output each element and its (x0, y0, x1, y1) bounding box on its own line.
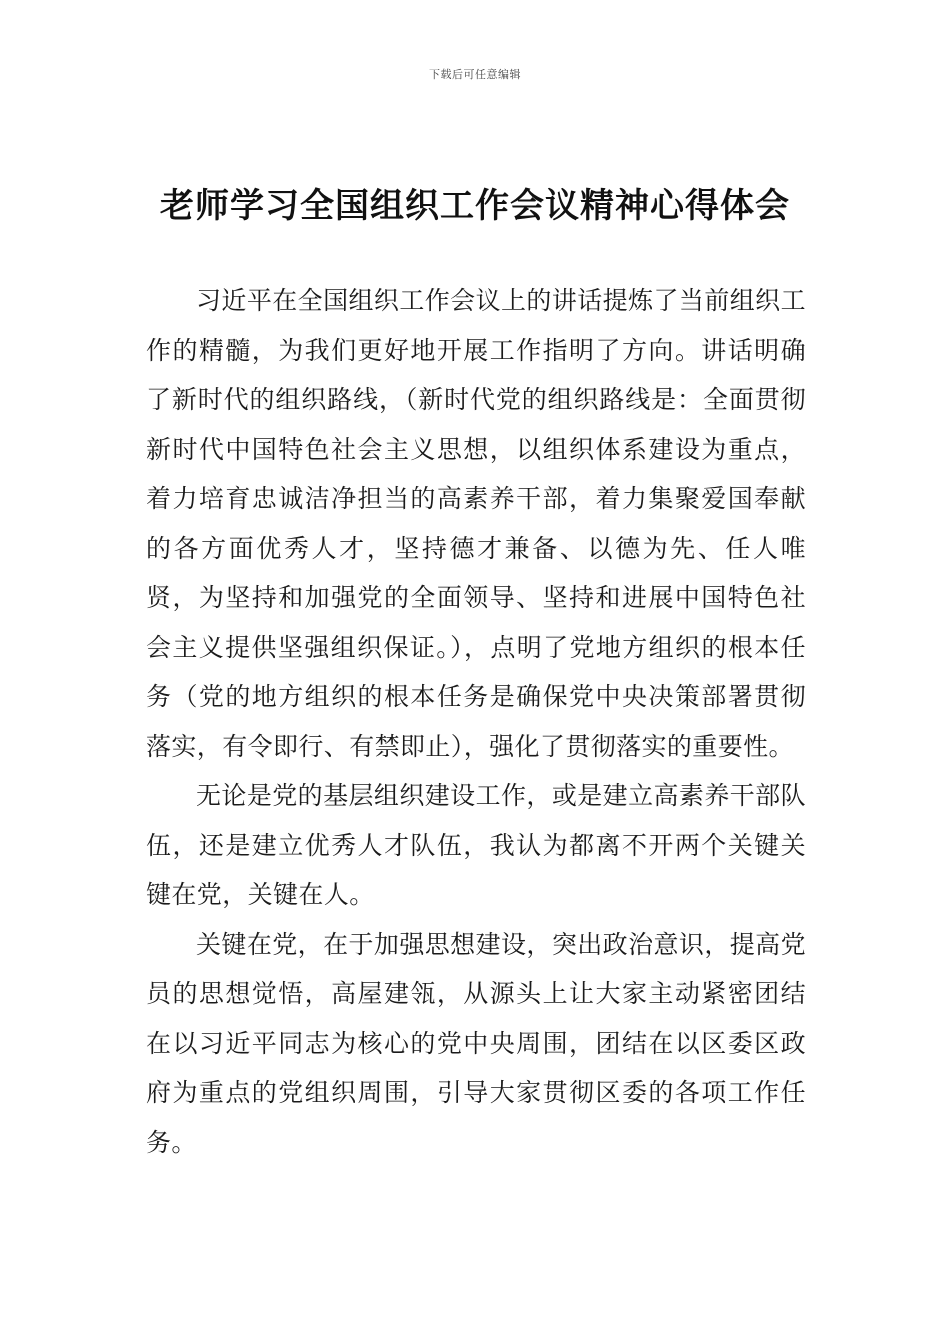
document-title: 老师学习全国组织工作会议精神心得体会 (160, 186, 790, 226)
paragraph-3: 关键在党，在于加强思想建设，突出政治意识，提高党员的思想觉悟，高屋建瓴，从源头上让大家主动紧密团结在以习近平同志为核心的党中央周围，团结在以区委区政府为重点的党组织周围，引导大家贯彻区委的各项工作任务。 (146, 929, 806, 1157)
document-body (146, 276, 806, 1167)
header-note: 下载后可任意编辑 (429, 68, 521, 81)
paragraph-1: 习近平在全国组织工作会议上的讲话提炼了当前组织工作的精髓，为我们更好地开展工作指明了方向。讲话明确了新时代的组织路线，（新时代党的组织路线是：全面贯彻新时代中国特色社会主义思想，以组织体系建设为重点，着力培育忠诚洁净担当的高素养干部，着力集聚爱国奉献的各方面优秀人才，坚持德才兼备、以德为先、任人唯贤，为坚持和加强党的全面领导、坚持和进展中国特色社会主义提供坚强组织保证。），点明了党地方组织的根本任务（党的地方组织的根本任务是确保党中央决策部署贯彻落实，有令即行、有禁即止），强化了贯彻落实的重要性。 (146, 286, 806, 761)
paragraph-2: 无论是党的基层组织建设工作，或是建立高素养干部队伍，还是建立优秀人才队伍，我认为都离不开两个关键关键在党，关键在人。 (146, 781, 806, 909)
